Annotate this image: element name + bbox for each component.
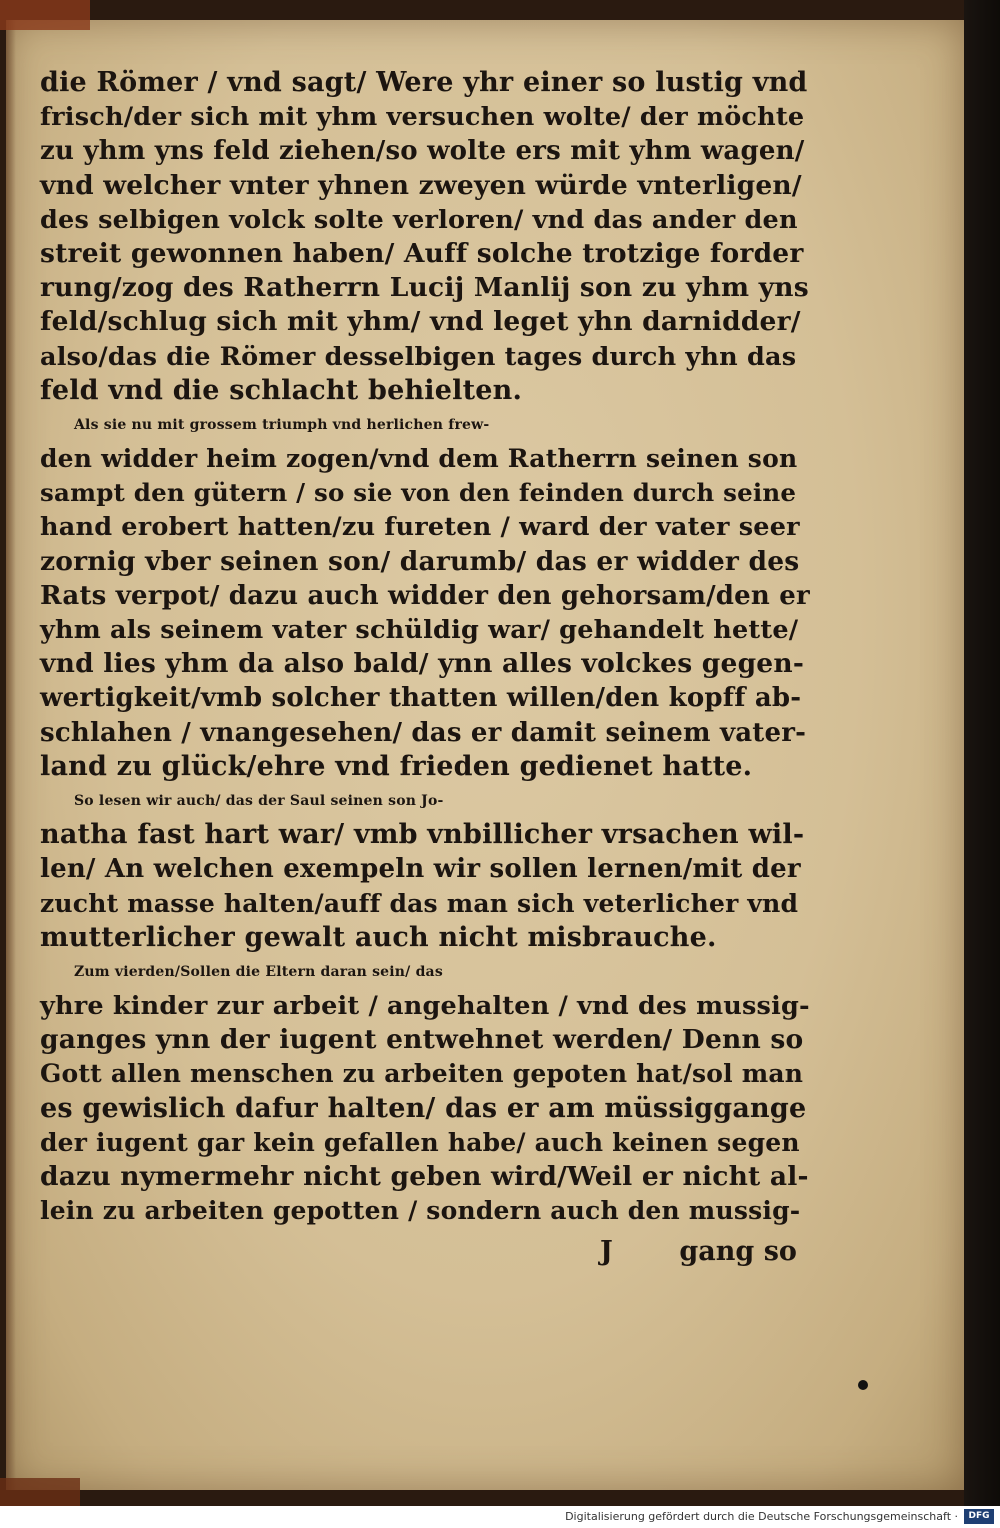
text-line: len/ An welchen exempeln wir sollen lernen/mit der [40, 854, 801, 885]
funding-credit: Digitalisierung gefördert durch die Deutsche Forschungsgemeinschaft · [565, 1510, 958, 1523]
text-line: feld vnd die schlacht behielten. [40, 374, 523, 406]
text-line: zornig vber seinen son/ darumb/ das er widder des [40, 545, 800, 577]
text-line: Zum vierden/Sollen die Eltern daran sein/ das [74, 963, 443, 980]
page-foot [600, 1236, 800, 1267]
text-line: Rats verpot/ dazu auch widder den gehorsam/den er [40, 580, 810, 611]
text-line: lein zu arbeiten gepotten / sondern auch den mussig- [40, 1196, 801, 1226]
dfg-logo: DFG [964, 1509, 994, 1524]
text-line: zucht masse halten/auff das man sich veterlicher vnd [40, 888, 799, 918]
catchword: gang so [679, 1236, 797, 1267]
text-line: sampt den gütern / so sie von den feinden durch seine [40, 478, 797, 508]
text-line: der iugent gar kein gefallen habe/ auch keinen segen [40, 1127, 800, 1157]
text-line: zu yhm yns feld ziehen/so wolte ers mit yhm wagen/ [40, 136, 805, 167]
text-line: den widder heim zogen/vnd dem Ratherrn seinen son [40, 444, 798, 474]
signature-mark: J [600, 1236, 613, 1267]
digitization-footer [0, 1506, 1000, 1528]
text-line: die Römer / vnd sagt/ Were yhr einer so lustig vnd [40, 67, 808, 98]
text-line: hand erobert hatten/zu fureten / ward der vater seer [40, 512, 800, 543]
text-line: dazu nymermehr nicht geben wird/Weil er nicht al- [40, 1161, 809, 1192]
text-line: wertigkeit/vmb solcher thatten willen/den kopff ab- [40, 683, 802, 714]
text-line: land zu glück/ehre vnd frieden gedienet hatte. [40, 750, 753, 782]
text-line: vnd lies yhm da also bald/ ynn alles volckes gegen- [40, 648, 805, 680]
text-line: Als sie nu mit grossem triumph vnd herlichen frew- [74, 416, 490, 433]
text-line: frisch/der sich mit yhm versuchen wolte/ der möchte [40, 102, 805, 133]
text-line: also/das die Römer desselbigen tages durch yhn das [40, 341, 797, 372]
text-line: streit gewonnen haben/ Auff solche trotzige forder [40, 237, 804, 269]
text-line: yhre kinder zur arbeit / angehalten / vnd des mussig- [40, 991, 810, 1022]
text-line: rung/zog des Ratherrn Lucij Manlij son zu yhm yns [40, 272, 809, 304]
red-edge-stain-bottom [0, 1478, 80, 1506]
text-line: feld/schlug sich mit yhm/ vnd leget yhn darnidder/ [40, 306, 801, 338]
ink-dot [858, 1380, 868, 1390]
text-line: yhm als seinem vater schüldig war/ gehandelt hette/ [40, 615, 799, 645]
text-line: So lesen wir auch/ das der Saul seinen son Jo- [74, 792, 444, 809]
text-line: mutterlicher gewalt auch nicht misbrauche. [40, 921, 717, 953]
text-line: ganges ynn der iugent entwehnet werden/ Denn so [40, 1024, 804, 1056]
page-text [40, 66, 810, 1228]
red-edge-stain-top [0, 0, 90, 30]
text-line: des selbigen volck solte verloren/ vnd das ander den [40, 204, 798, 235]
text-line: Gott allen menschen zu arbeiten gepoten hat/sol man [40, 1059, 804, 1089]
text-line: vnd welcher vnter yhnen zweyen würde vnterligen/ [40, 169, 802, 201]
text-line: schlahen / vnangesehen/ das er damit seinem vater- [40, 717, 807, 748]
text-line: natha fast hart war/ vmb vnbillicher vrsachen wil- [40, 819, 805, 851]
scan-right-edge [964, 0, 1000, 1506]
page-gutter-shadow [6, 20, 16, 1490]
text-line: es gewislich dafur halten/ das er am müssiggange [40, 1092, 807, 1124]
